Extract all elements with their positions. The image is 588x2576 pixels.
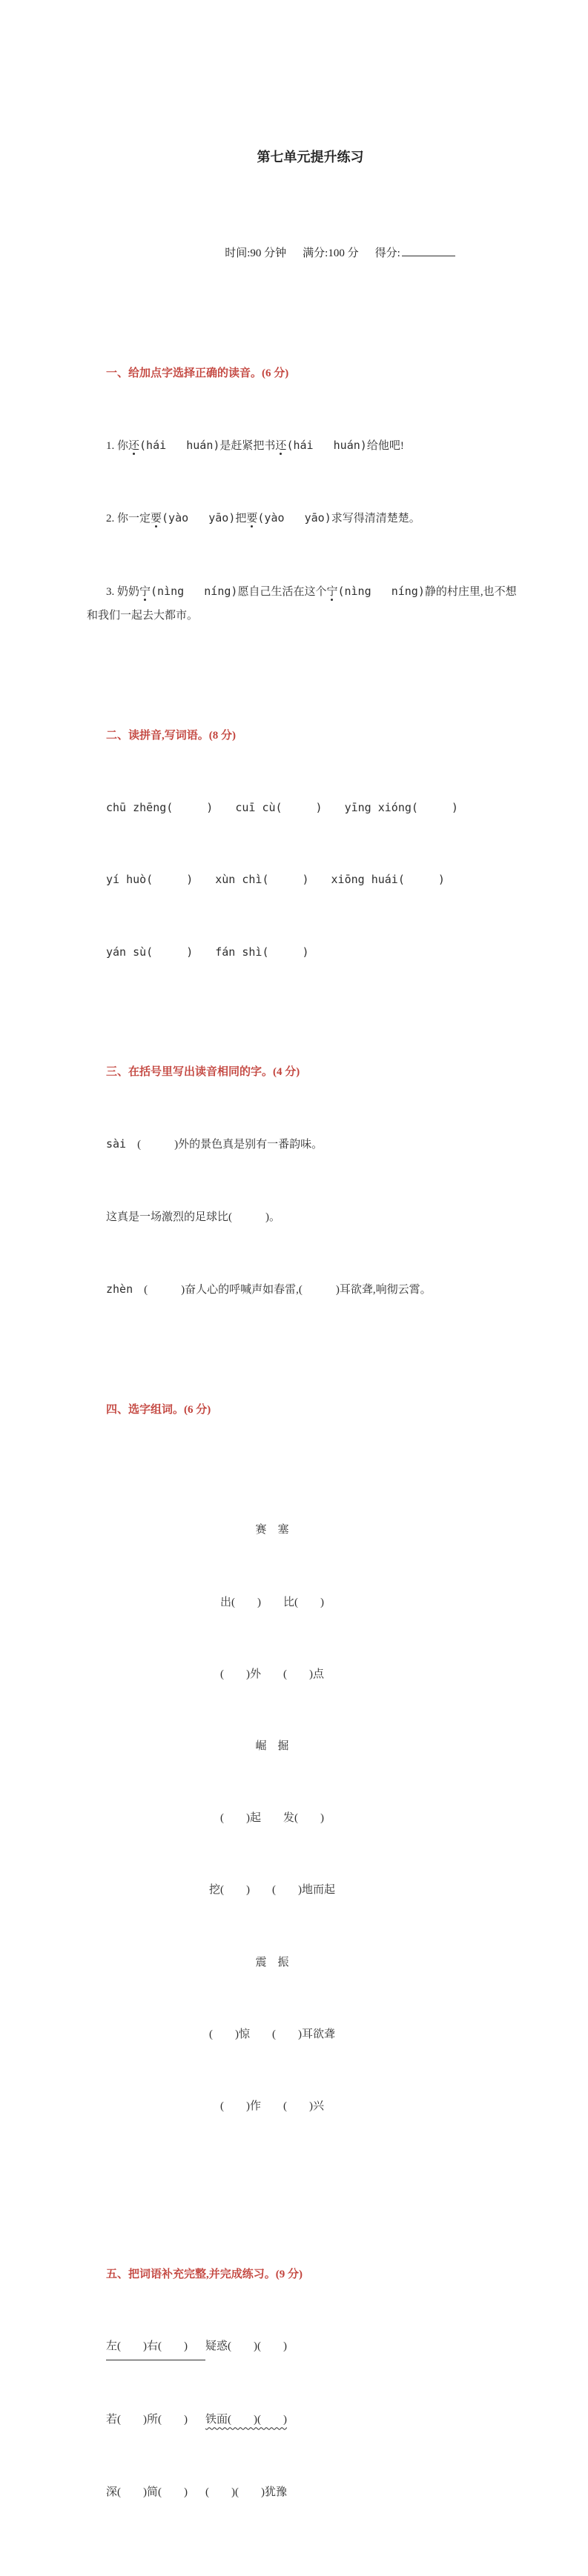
section-5-heading: 五、把词语补充完整,并完成练习。(9 分) bbox=[106, 2268, 303, 2280]
same-sound-line-2 bbox=[87, 1205, 519, 1229]
score-blank-line bbox=[402, 244, 455, 256]
q1-pinyin-2: (hái huán) bbox=[286, 439, 367, 453]
line3-pinyin: zhèn bbox=[106, 1282, 133, 1297]
line3-text: ( )奋人心的呼喊声如春雷,( )耳欲聋,响彻云霄。 bbox=[133, 1284, 432, 1297]
char-pair-2-line-2: 挖( ) ( )地而起 bbox=[209, 1884, 335, 1897]
q1-text-1: 1. 你 bbox=[106, 440, 129, 453]
q2-text-2: 把 bbox=[235, 513, 247, 525]
section-2-heading: 二、读拼音,写词语。(8 分) bbox=[106, 729, 236, 742]
q1-dotted-char-1: 还 bbox=[128, 440, 140, 453]
q3-pinyin-2: (nìng níng) bbox=[337, 584, 425, 598]
q2-text-1: 2. 你一定 bbox=[106, 513, 151, 525]
char-pair-1-line-1: 出( ) 比( ) bbox=[220, 1596, 324, 1608]
q3-text-3: 静的村庄里,也不想和我们一起去大都市。 bbox=[87, 585, 517, 622]
char-pair-1: 赛 塞 bbox=[255, 1524, 289, 1537]
worksheet-content bbox=[87, 73, 519, 2576]
exam-info-line bbox=[124, 242, 556, 265]
idiom-row-2-col-2: 铁面( )( ) bbox=[205, 2414, 287, 2426]
q1-text-3: 给他吧! bbox=[366, 440, 404, 453]
q3-dotted-char-1: 宁 bbox=[139, 585, 151, 598]
q1-pinyin-1: (hái huán) bbox=[139, 439, 220, 453]
char-pair-3-line-1: ( )惊 ( )耳欲聋 bbox=[209, 2028, 335, 2040]
idiom-row-3 bbox=[87, 2480, 519, 2504]
line2-text: 这真是一场激烈的足球比( )。 bbox=[106, 1211, 280, 1224]
q1-text-2: 是赶紧把书 bbox=[219, 440, 276, 453]
question-3 bbox=[87, 579, 519, 628]
idiom-row-1 bbox=[87, 2334, 519, 2360]
char-pair-2-line-1: ( )起 发( ) bbox=[220, 1812, 324, 1825]
section-1-heading: 一、给加点字选择正确的读音。(6 分) bbox=[106, 367, 289, 379]
q3-text-1: 3. 奶奶 bbox=[106, 585, 140, 598]
q3-text-2: 愿自己生活在这个 bbox=[237, 585, 327, 598]
char-pair-3: 震 振 bbox=[255, 1956, 289, 1968]
same-sound-line-1 bbox=[87, 1132, 519, 1156]
idiom-row-1-col-1: 左( )右( ) bbox=[106, 2334, 205, 2360]
char-pair-1-line-2: ( )外 ( )点 bbox=[220, 1668, 324, 1680]
idiom-row-1-col-2: 疑惑( )( ) bbox=[205, 2340, 287, 2353]
same-sound-line-3 bbox=[87, 1277, 519, 1302]
q3-pinyin-1: (nìng níng) bbox=[151, 584, 238, 598]
q2-text-3: 求写得清清楚楚。 bbox=[331, 513, 420, 525]
full-score-label: 满分:100 分 bbox=[303, 247, 359, 259]
pinyin-row-3: yán sù( ) fán shì( ) bbox=[106, 945, 309, 959]
char-choice-block bbox=[87, 1471, 457, 2167]
q2-pinyin-1: (yào yāo) bbox=[162, 511, 236, 525]
q2-pinyin-2: (yào yāo) bbox=[257, 511, 331, 525]
pinyin-row-1: chū zhēng( ) cuī cù( ) yīng xióng( ) bbox=[106, 801, 458, 815]
char-pair-2: 崛 掘 bbox=[255, 1740, 289, 1753]
section-4-heading: 四、选字组词。(6 分) bbox=[106, 1404, 211, 1417]
q1-dotted-char-2: 还 bbox=[275, 440, 287, 453]
line1-pinyin: sài bbox=[106, 1136, 127, 1151]
idiom-row-3-col-2: ( )( )犹豫 bbox=[205, 2486, 287, 2498]
q2-dotted-char-2: 要 bbox=[246, 513, 258, 525]
pinyin-row-2: yí huò( ) xùn chì( ) xiōng huái( ) bbox=[106, 873, 445, 887]
q3-dotted-char-2: 宁 bbox=[326, 585, 338, 598]
section-3-heading: 三、在括号里写出读音相同的字。(4 分) bbox=[106, 1065, 300, 1078]
char-pair-3-line-2: ( )作 ( )兴 bbox=[220, 2100, 324, 2113]
score-label: 得分: bbox=[374, 247, 400, 259]
idiom-row-2 bbox=[87, 2408, 519, 2432]
line1-text: ( )外的景色真是别有一番韵味。 bbox=[126, 1138, 323, 1151]
page-title: 第七单元提升练习 bbox=[257, 150, 364, 165]
question-1 bbox=[87, 433, 519, 458]
idiom-row-3-col-1: 深( )简( ) bbox=[106, 2486, 188, 2498]
idiom-row-2-col-1: 若( )所( ) bbox=[106, 2414, 188, 2426]
time-label: 时间:90 分钟 bbox=[225, 247, 287, 259]
q2-dotted-char-1: 要 bbox=[151, 513, 162, 525]
question-2 bbox=[87, 506, 519, 530]
